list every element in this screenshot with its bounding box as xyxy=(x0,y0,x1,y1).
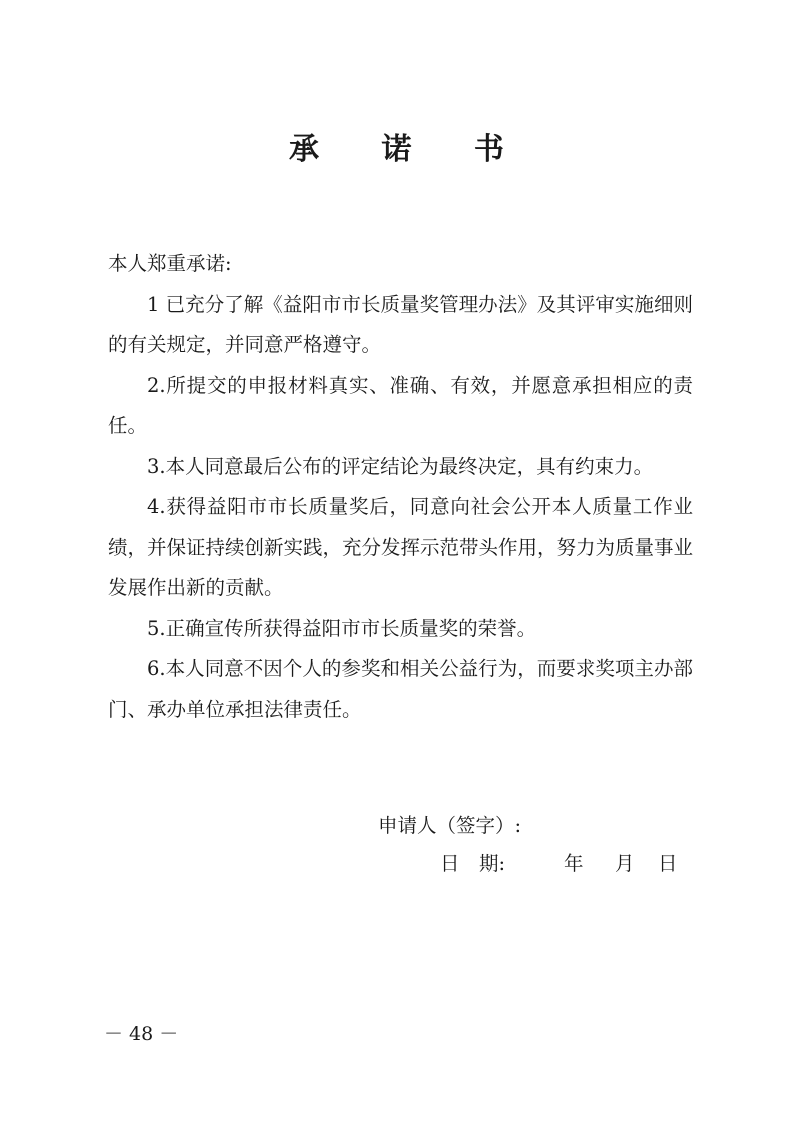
commitment-item-1: 1 已充分了解《益阳市市长质量奖管理办法》及其评审实施细则的有关规定，并同意严格遵守。 xyxy=(108,292,693,356)
document-title: 承 诺 书 xyxy=(289,132,530,167)
commitment-item-6: 6.本人同意不因个人的参奖和相关公益行为，而要求奖项主办部门、承办单位承担法律责任。 xyxy=(108,657,693,721)
day-label: 日 xyxy=(658,852,678,875)
commitment-item-5: 5.正确宣传所获得益阳市市长质量奖的荣誉。 xyxy=(147,616,537,640)
commitment-item-3: 3.本人同意最后公布的评定结论为最终决定，具有约束力。 xyxy=(147,454,654,478)
page-number: － 48 － xyxy=(104,1023,179,1045)
date-label: 日 期: xyxy=(440,852,506,875)
commitment-item-2: 2.所提交的申报材料真实、准确、有效，并愿意承担相应的责任。 xyxy=(108,373,693,437)
year-label: 年 xyxy=(564,852,584,875)
commitment-item-4: 4.获得益阳市市长质量奖后，同意向社会公开本人质量工作业绩，并保证持续创新实践，充分发挥示范带头作用，努力为质量事业发展作出新的贡献。 xyxy=(108,495,694,599)
signature-label: 申请人（签字）: xyxy=(378,814,522,837)
month-label: 月 xyxy=(615,852,635,875)
commitment-body xyxy=(108,244,693,730)
intro-text: 本人郑重承诺: xyxy=(108,252,232,275)
